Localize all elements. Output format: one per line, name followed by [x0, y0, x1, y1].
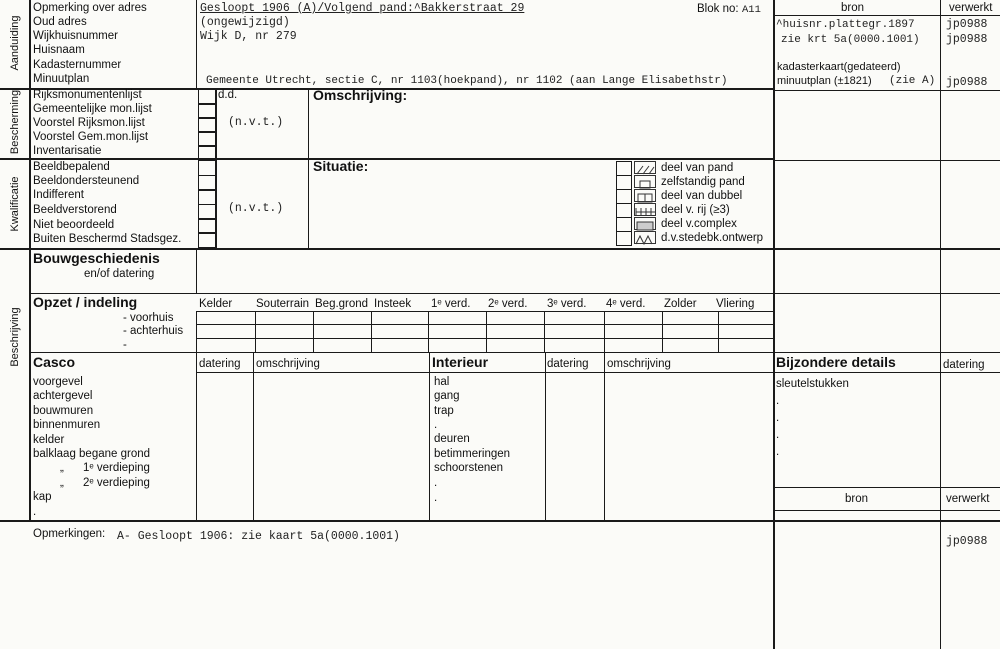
floor-souterrain: Souterrain	[256, 298, 310, 310]
label-opmerking-adres: Opmerking over adres	[33, 2, 147, 14]
bron-column-divider	[773, 0, 775, 649]
casco-binnenmuren: binnenmuren	[33, 419, 101, 431]
left-margin-line	[29, 0, 31, 522]
divider-bouwgeschiedenis	[29, 293, 1000, 294]
floor-beg-grond: Beg.grond	[315, 298, 369, 310]
bouwgeschiedenis-col	[196, 250, 197, 293]
bron-header-line	[773, 15, 1000, 16]
opzet-heading: Opzet / indeling	[33, 294, 138, 310]
label-voorstel-gem: Voorstel Gem.mon.lijst	[33, 131, 149, 143]
opzet-col-7	[604, 311, 605, 352]
interieur-omschrijving: omschrijving	[607, 358, 671, 370]
casco-voorgevel: voorgevel	[33, 376, 83, 388]
floor-3-verd: 3ᵉ verd.	[547, 298, 587, 310]
omschrijving-label: Omschrijving:	[313, 87, 408, 103]
label-buiten-beschermd: Buiten Beschermd Stadsgez.	[33, 233, 182, 245]
bron-line-4b: (zie A)	[889, 75, 936, 87]
nvt-column-line	[308, 88, 309, 248]
checkbox-buiten-beschermd[interactable]	[198, 232, 216, 248]
opzet-voorhuis: - voorhuis	[123, 312, 174, 324]
label-kadasternummer: Kadasternummer	[33, 59, 122, 71]
bijzondere-bron-line	[773, 487, 1000, 488]
building-double-icon	[634, 189, 656, 202]
casco-dot: .	[33, 506, 37, 518]
dd-label: d.d.	[218, 89, 238, 101]
bijzondere-bron-line-2	[773, 510, 1000, 511]
opmerkingen-label: Opmerkingen:	[33, 528, 106, 540]
int-omschrijving-col	[604, 352, 605, 520]
casco-quote-2: „	[60, 477, 64, 489]
label-beeldondersteunend: Beeldondersteunend	[33, 175, 140, 187]
casco-2e-verdieping: 2ᵉ verdieping	[83, 477, 150, 489]
casco-bouwmuren: bouwmuren	[33, 405, 94, 417]
divider-opmerkingen	[0, 520, 1000, 522]
bron-bescherming-line	[773, 160, 1000, 161]
int-dot-1: .	[434, 419, 438, 431]
floor-4-verd: 4ᵉ verd.	[606, 298, 646, 310]
int-deuren: deuren	[434, 433, 470, 445]
building-row-icon	[634, 203, 656, 216]
label-huisnaam: Huisnaam	[33, 44, 85, 56]
verwerkt-header: verwerkt	[949, 2, 993, 14]
bij-dot-4: .	[776, 446, 780, 458]
casco-1e-verdieping: 1ᵉ verdieping	[83, 462, 150, 474]
casco-datering: datering	[199, 358, 241, 370]
label-beeldbepalend: Beeldbepalend	[33, 161, 110, 173]
divider-opzet	[29, 352, 1000, 353]
label-oud-adres: Oud adres	[33, 16, 87, 28]
int-schoorstenen: schoorstenen	[434, 462, 504, 474]
int-hal: hal	[434, 376, 450, 388]
opzet-col-0	[196, 311, 197, 352]
bijzondere-bron: bron	[845, 493, 869, 505]
label-wijkhuisnummer: Wijkhuisnummer	[33, 30, 118, 42]
int-dot-2: .	[434, 477, 438, 489]
bron-line-4a: minuutplan (±1821)	[777, 75, 872, 87]
int-dot-3: .	[434, 492, 438, 504]
label-niet-beoordeeld: Niet beoordeeld	[33, 219, 115, 231]
section-label-bescherming: Bescherming	[9, 89, 21, 155]
casco-omschrijving-col	[253, 352, 254, 520]
int-datering-col	[545, 352, 546, 520]
label-beeldverstorend: Beeldverstorend	[33, 204, 117, 216]
label-voorstel-rijks: Voorstel Rijksmon.lijst	[33, 117, 145, 129]
checkbox-deel-van-pand[interactable]	[616, 161, 632, 176]
floor-2-verd: 2ᵉ verd.	[488, 298, 528, 310]
opmerkingen-text: A- Gesloopt 1906: zie kaart 5a(0000.1001)	[117, 530, 400, 543]
section-label-kwalificatie: Kwalificatie	[9, 176, 21, 232]
verwerkt-2: jp0988	[946, 33, 988, 46]
option-deel-van-dubbel: deel van dubbel	[661, 190, 743, 202]
option-zelfstandig-pand: zelfstandig pand	[661, 176, 745, 188]
building-standalone-icon	[634, 175, 656, 188]
opzet-row-1	[196, 311, 773, 312]
verwerkt-3: jp0988	[946, 76, 988, 89]
bijzondere-datering: datering	[943, 359, 985, 371]
casco-heading: Casco	[33, 354, 76, 370]
bescherming-nvt: (n.v.t.)	[228, 116, 284, 129]
casco-datering-col	[196, 352, 197, 520]
int-trap: trap	[434, 405, 454, 417]
opzet-col-3	[371, 311, 372, 352]
label-column-divider-top	[196, 0, 197, 90]
label-gemeentelijke: Gemeentelijke mon.lijst	[33, 103, 152, 115]
int-gang: gang	[434, 390, 460, 402]
blok-label: Blok no:	[697, 3, 739, 15]
typed-wijk: Wijk D, nr 279	[200, 30, 297, 43]
bron-line-3: kadasterkaart(gedateerd)	[777, 61, 901, 73]
casco-omschrijving: omschrijving	[256, 358, 320, 370]
opzet-col-1	[255, 311, 256, 352]
bron-line-1: ^huisnr.plattegr.1897	[776, 19, 915, 31]
kwalificatie-nvt: (n.v.t.)	[228, 202, 284, 215]
checkbox-deel-v-complex[interactable]	[616, 217, 632, 232]
floor-vliering: Vliering	[716, 298, 755, 310]
checkbox-deel-v-rij[interactable]	[616, 203, 632, 218]
typed-ongewijzigd: (ongewijzigd)	[200, 16, 290, 29]
opzet-col-4	[428, 311, 429, 352]
interieur-col	[429, 352, 430, 520]
typed-gesloopt: Gesloopt 1906 (A)/Volgend pand:^Bakkerstraat 29	[200, 2, 525, 15]
datering-label: en/of datering	[84, 268, 155, 280]
floor-zolder: Zolder	[664, 298, 697, 310]
building-complex-icon	[634, 217, 656, 230]
building-part-icon	[634, 161, 656, 174]
option-deel-v-rij: deel v. rij (≥3)	[661, 204, 730, 216]
opzet-row-3	[196, 338, 773, 339]
checkbox-inventarisatie[interactable]	[198, 145, 216, 161]
interieur-heading: Interieur	[432, 354, 489, 370]
casco-header-line	[196, 372, 773, 373]
opzet-col-9	[718, 311, 719, 352]
label-rijksmonumentenlijst: Rijksmonumentenlijst	[33, 89, 142, 101]
situatie-label: Situatie:	[313, 158, 369, 174]
verwerkt-column-divider	[940, 0, 941, 649]
bron-header: bron	[841, 2, 865, 14]
checkbox-indifferent[interactable]	[198, 189, 216, 205]
bijzondere-verwerkt: verwerkt	[946, 493, 990, 505]
bijzondere-header-line	[773, 372, 1000, 373]
bron-aanduiding-line	[773, 90, 1000, 91]
opzet-col-5	[486, 311, 487, 352]
casco-balklaag: balklaag begane grond	[33, 448, 151, 460]
label-minuutplan: Minuutplan	[33, 73, 90, 85]
section-label-aanduiding: Aanduiding	[9, 15, 21, 71]
casco-kap: kap	[33, 491, 52, 503]
bij-dot-1: .	[776, 395, 780, 407]
floor-1-verd: 1ᵉ verd.	[431, 298, 471, 310]
opzet-row-2	[196, 324, 773, 325]
label-indifferent: Indifferent	[33, 189, 84, 201]
bouwgeschiedenis-heading: Bouwgeschiedenis	[33, 250, 160, 266]
checkbox-zelfstandig-pand[interactable]	[616, 175, 632, 190]
floor-insteek: Insteek	[374, 298, 412, 310]
interieur-datering: datering	[547, 358, 589, 370]
option-deel-v-complex: deel v.complex	[661, 218, 737, 230]
opzet-col-6	[544, 311, 545, 352]
blok-value: A11	[742, 4, 761, 16]
verwerkt-1: jp0988	[946, 18, 988, 31]
divider-bescherming	[0, 158, 773, 160]
int-betimmeringen: betimmeringen	[434, 448, 511, 460]
option-stedebk-ontwerp: d.v.stedebk.ontwerp	[661, 232, 764, 244]
opzet-col-8	[662, 311, 663, 352]
opmerkingen-verwerkt: jp0988	[946, 535, 988, 548]
option-deel-van-pand: deel van pand	[661, 162, 734, 174]
checkbox-deel-van-dubbel[interactable]	[616, 189, 632, 204]
casco-quote-1: „	[60, 462, 64, 474]
bij-sleutelstukken: sleutelstukken	[776, 378, 849, 390]
label-inventarisatie: Inventarisatie	[33, 145, 102, 157]
bij-dot-3: .	[776, 429, 780, 441]
opzet-achterhuis: - achterhuis	[123, 325, 184, 337]
casco-achtergevel: achtergevel	[33, 390, 93, 402]
checkbox-column-line	[216, 88, 217, 248]
checkbox-beeldbepalend[interactable]	[198, 160, 216, 176]
floor-kelder: Kelder	[199, 298, 233, 310]
casco-kelder: kelder	[33, 434, 65, 446]
checkbox-stedebk-ontwerp[interactable]	[616, 231, 632, 246]
bron-line-2: zie krt 5a(0000.1001)	[781, 34, 920, 46]
urban-design-icon	[634, 231, 656, 244]
bijzondere-heading: Bijzondere details	[776, 354, 896, 370]
opzet-other: -	[123, 339, 127, 351]
opzet-col-2	[313, 311, 314, 352]
typed-minuutplan: Gemeente Utrecht, sectie C, nr 1103(hoekpand), nr 1102 (aan Lange Elisabethstr)	[206, 75, 728, 87]
section-label-beschrijving: Beschrijving	[9, 307, 21, 367]
bij-dot-2: .	[776, 412, 780, 424]
